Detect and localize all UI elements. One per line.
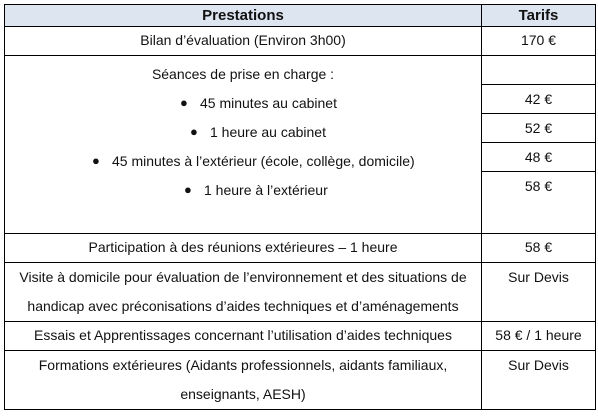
bullet-icon: ● — [180, 95, 188, 110]
seance-item-label: 1 heure à l’extérieur — [204, 182, 328, 198]
row-visite-price: Sur Devis — [482, 263, 596, 322]
seance-item-label: 1 heure au cabinet — [210, 124, 326, 140]
row-reunions-price: 58 € — [482, 234, 596, 263]
row-reunions-label: Participation à des réunions extérieures – 1 heure — [5, 234, 482, 263]
row-essais-label: Essais et Apprentissages concernant l’utilisation d’aides techniques — [5, 322, 482, 351]
seance-item-label: 45 minutes à l’extérieur (école, collège, domicile) — [112, 153, 415, 169]
row-formations-price: Sur Devis — [482, 351, 596, 410]
row-seances-cell — [5, 56, 482, 234]
row-essais-price: 58 € / 1 heure — [482, 322, 596, 351]
row-bilan-price: 170 € — [482, 27, 596, 56]
seance-price: 48 € — [482, 142, 595, 171]
table-row — [5, 234, 596, 263]
table-header-row — [5, 5, 596, 27]
seance-price: 42 € — [482, 84, 595, 113]
table-row — [5, 322, 596, 351]
seance-price: 52 € — [482, 113, 595, 142]
visite-line-1: Visite à domicile pour évaluation de l’environnement et des situations de — [19, 269, 467, 285]
row-visite-label — [5, 263, 482, 322]
table-row — [5, 27, 596, 56]
bullet-icon: ● — [184, 182, 192, 197]
seances-heading: Séances de prise en charge : — [151, 66, 335, 82]
header-tarifs: Tarifs — [482, 5, 596, 27]
tarifs-table-container — [4, 4, 595, 413]
seance-item-label: 45 minutes au cabinet — [200, 95, 337, 111]
visite-line-2: handicap avec préconisations d’aides techniques et d’aménagements — [27, 298, 459, 314]
table-row — [5, 263, 596, 322]
tarifs-table — [4, 4, 596, 410]
table-row — [5, 351, 596, 410]
seance-price: 58 € — [482, 171, 595, 233]
bullet-icon: ● — [190, 124, 198, 139]
row-seances-prices — [482, 56, 596, 234]
row-formations-label — [5, 351, 482, 410]
bullet-icon: ● — [92, 153, 100, 168]
header-prestations: Prestations — [5, 5, 482, 27]
row-bilan-label: Bilan d’évaluation (Environ 3h00) — [5, 27, 482, 56]
table-row — [5, 56, 596, 234]
formations-line-2: enseignants, AESH) — [180, 386, 306, 402]
formations-line-1: Formations extérieures (Aidants professionnels, aidants familiaux, — [38, 357, 448, 373]
